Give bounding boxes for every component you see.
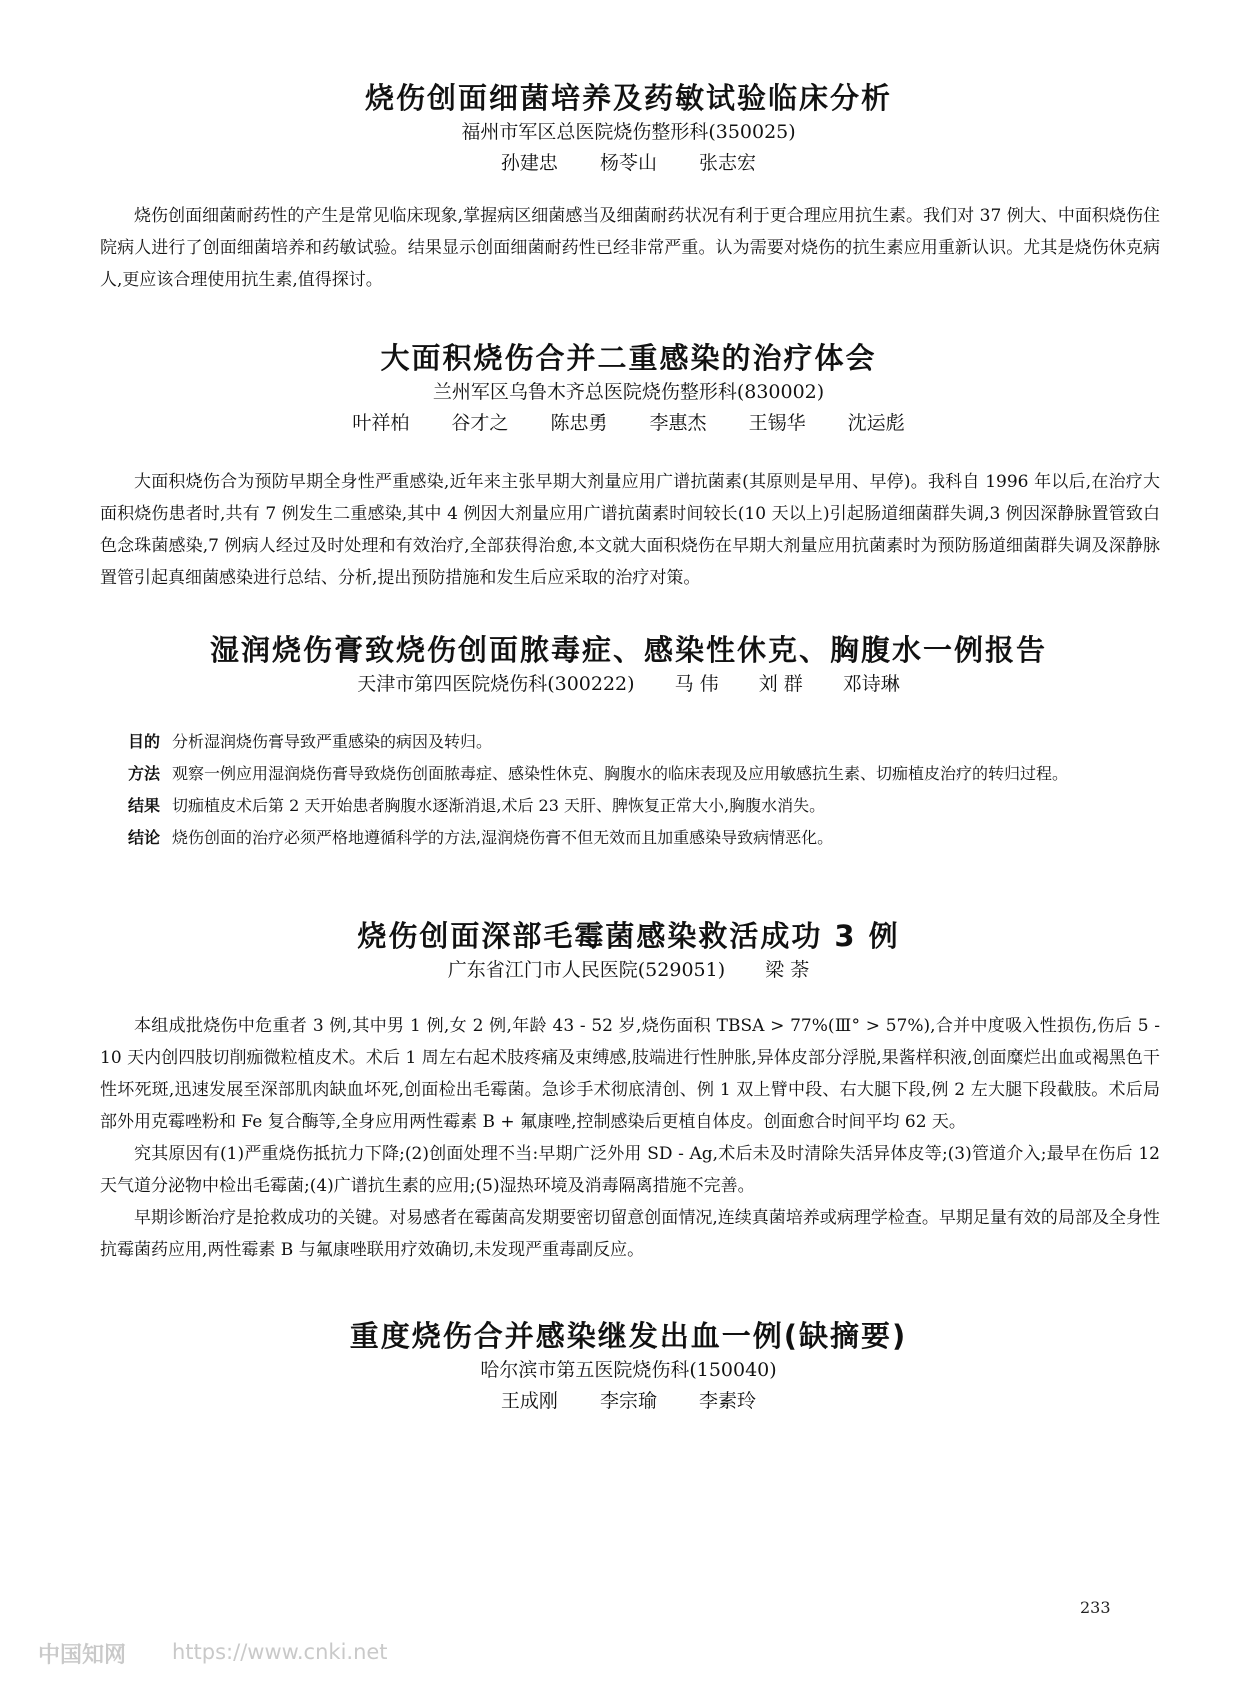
article-body (100, 1010, 1160, 1266)
article-4 (0, 918, 1257, 984)
author: 马 伟 (674, 673, 719, 695)
article-affiliation: 天津市第四医院烧伤科(300222) (357, 673, 635, 695)
article-body (100, 466, 1160, 594)
author: 谷才之 (451, 412, 509, 434)
abstract-label: 方法 (128, 764, 161, 783)
abstract-text: 烧伤创面的治疗必须严格地遵循科学的方法,湿润烧伤膏不但无效而且加重感染导致病情恶化。 (172, 828, 834, 847)
abstract-result (100, 790, 1160, 822)
abstract-conclusion (100, 822, 1160, 854)
article-affiliation-line (0, 670, 1257, 698)
author: 沈运彪 (847, 412, 905, 434)
paragraph: 烧伤创面细菌耐药性的产生是常见临床现象,掌握病区细菌感当及细菌耐药状况有利于更合理应用抗生素。我们对 37 例大、中面积烧伤住院病人进行了创面细菌培养和药敏试验。结果显示创面细菌耐药性已经非常严重。认为需要对烧伤的抗生素应用重新认识。尤其是烧伤休克病人,更应该合理使用抗生素,值得探讨。 (100, 206, 1160, 290)
author: 张志宏 (699, 152, 757, 174)
abstract-label: 结论 (128, 828, 161, 847)
article-authors (0, 148, 1257, 178)
article-affiliation: 广东省江门市人民医院(529051) (447, 959, 726, 981)
article-affiliation-line (0, 956, 1257, 984)
article-title: 烧伤创面细菌培养及药敏试验临床分析 (364, 81, 892, 115)
abstract-label: 结果 (128, 796, 161, 815)
article-body (100, 200, 1160, 296)
abstract-method (100, 758, 1160, 790)
article-2 (0, 340, 1257, 438)
article-title: 湿润烧伤膏致烧伤创面脓毒症、感染性休克、胸腹水一例报告 (209, 633, 1047, 667)
paragraph: 早期诊断治疗是抢救成功的关键。对易感者在霉菌高发期要密切留意创面情况,连续真菌培养或病理学检查。早期足量有效的局部及全身性抗霉菌药应用,两性霉素 B 与氟康唑联用疗效确切,未发现严重毒副反应。 (100, 1208, 1160, 1260)
author: 邓诗琳 (842, 673, 900, 695)
author: 王锡华 (748, 412, 806, 434)
article-title: 重度烧伤合并感染继发出血一例(缺摘要) (349, 1319, 908, 1353)
paragraph: 本组成批烧伤中危重者 3 例,其中男 1 例,女 2 例,年龄 43 - 52 岁,烧伤面积 TBSA > 77%(Ⅲ° > 57%),合并中度吸入性损伤,伤后 5 - 10 天内创四肢切削痂微粒植皮术。术后 1 周左右起术肢疼痛及束缚感,肢端进行性肿胀,异体皮部分浮脱,果酱样积液,创面糜烂出血或褐黑色干性坏死斑,迅速发展至深部肌肉缺血坏死,创面检出毛霉菌。急诊手术彻底清创、例 1 双上臂中段、右大腿下段,例 2 左大腿下段截肢。术后局部外用克霉唑粉和 Fe 复合酶等,全身应用两性霉素 B + 氟康唑,控制感染后更植自体皮。创面愈合时间平均 62 天。 (100, 1016, 1160, 1132)
author: 李惠杰 (649, 412, 707, 434)
author: 孙建忠 (500, 152, 558, 174)
article-title: 烧伤创面深部毛霉菌感染救活成功 3 例 (357, 919, 900, 953)
abstract-text: 观察一例应用湿润烧伤膏导致烧伤创面脓毒症、感染性休克、胸腹水的临床表现及应用敏感抗生素、切痂植皮治疗的转归过程。 (172, 764, 1069, 783)
cnki-logo: 中国知网 (38, 1643, 127, 1668)
article-title: 大面积烧伤合并二重感染的治疗体会 (380, 341, 877, 375)
author: 叶祥柏 (352, 412, 410, 434)
article-affiliation: 福州市军区总医院烧伤整形科(350025) (461, 121, 796, 143)
author: 杨苓山 (599, 152, 657, 174)
article-authors (0, 408, 1257, 438)
author: 王成刚 (500, 1390, 558, 1412)
abstract-objective (100, 726, 1160, 758)
article-affiliation: 哈尔滨市第五医院烧伤科(150040) (480, 1359, 777, 1381)
abstract-label: 目的 (128, 732, 161, 751)
abstract-text: 切痂植皮术后第 2 天开始患者胸腹水逐渐消退,术后 23 天肝、脾恢复正常大小,胸腹水消失。 (172, 796, 826, 815)
article-affiliation: 兰州军区乌鲁木齐总医院烧伤整形科(830002) (432, 381, 825, 403)
author: 梁 荼 (765, 959, 810, 981)
author: 陈忠勇 (550, 412, 608, 434)
abstract-text: 分析湿润烧伤膏导致严重感染的病因及转归。 (172, 732, 493, 751)
author: 李素玲 (699, 1390, 757, 1412)
page-number: 233 (1080, 1598, 1111, 1617)
paragraph: 大面积烧伤合为预防早期全身性严重感染,近年来主张早期大剂量应用广谱抗菌素(其原则是早用、早停)。我科自 1996 年以后,在治疗大面积烧伤患者时,共有 7 例发生二重感染,其中 4 例因大剂量应用广谱抗菌素时间较长(10 天以上)引起肠道细菌群失调,3 例因深静脉置管致白色念珠菌感染,7 例病人经过及时处理和有效治疗,全部获得治愈,本文就大面积烧伤在早期大剂量应用抗菌素时为预防肠道细菌群失调及深静脉置管引起真细菌感染进行总结、分析,提出预防措施和发生后应采取的治疗对策。 (100, 472, 1160, 588)
article-3 (0, 632, 1257, 698)
article-1 (0, 80, 1257, 178)
article-abstract (100, 726, 1160, 854)
article-5 (0, 1318, 1257, 1416)
paragraph: 究其原因有(1)严重烧伤抵抗力下降;(2)创面处理不当:早期广泛外用 SD - Ag,术后未及时清除失活异体皮等;(3)管道介入;最早在伤后 12 天气道分泌物中检出毛霉菌;(4)广谱抗生素的应用;(5)湿热环境及消毒隔离措施不完善。 (100, 1144, 1160, 1196)
author: 李宗瑜 (599, 1390, 657, 1412)
author: 刘 群 (758, 673, 803, 695)
article-authors (0, 1386, 1257, 1416)
cnki-url[interactable]: https://www.cnki.net (172, 1640, 388, 1664)
